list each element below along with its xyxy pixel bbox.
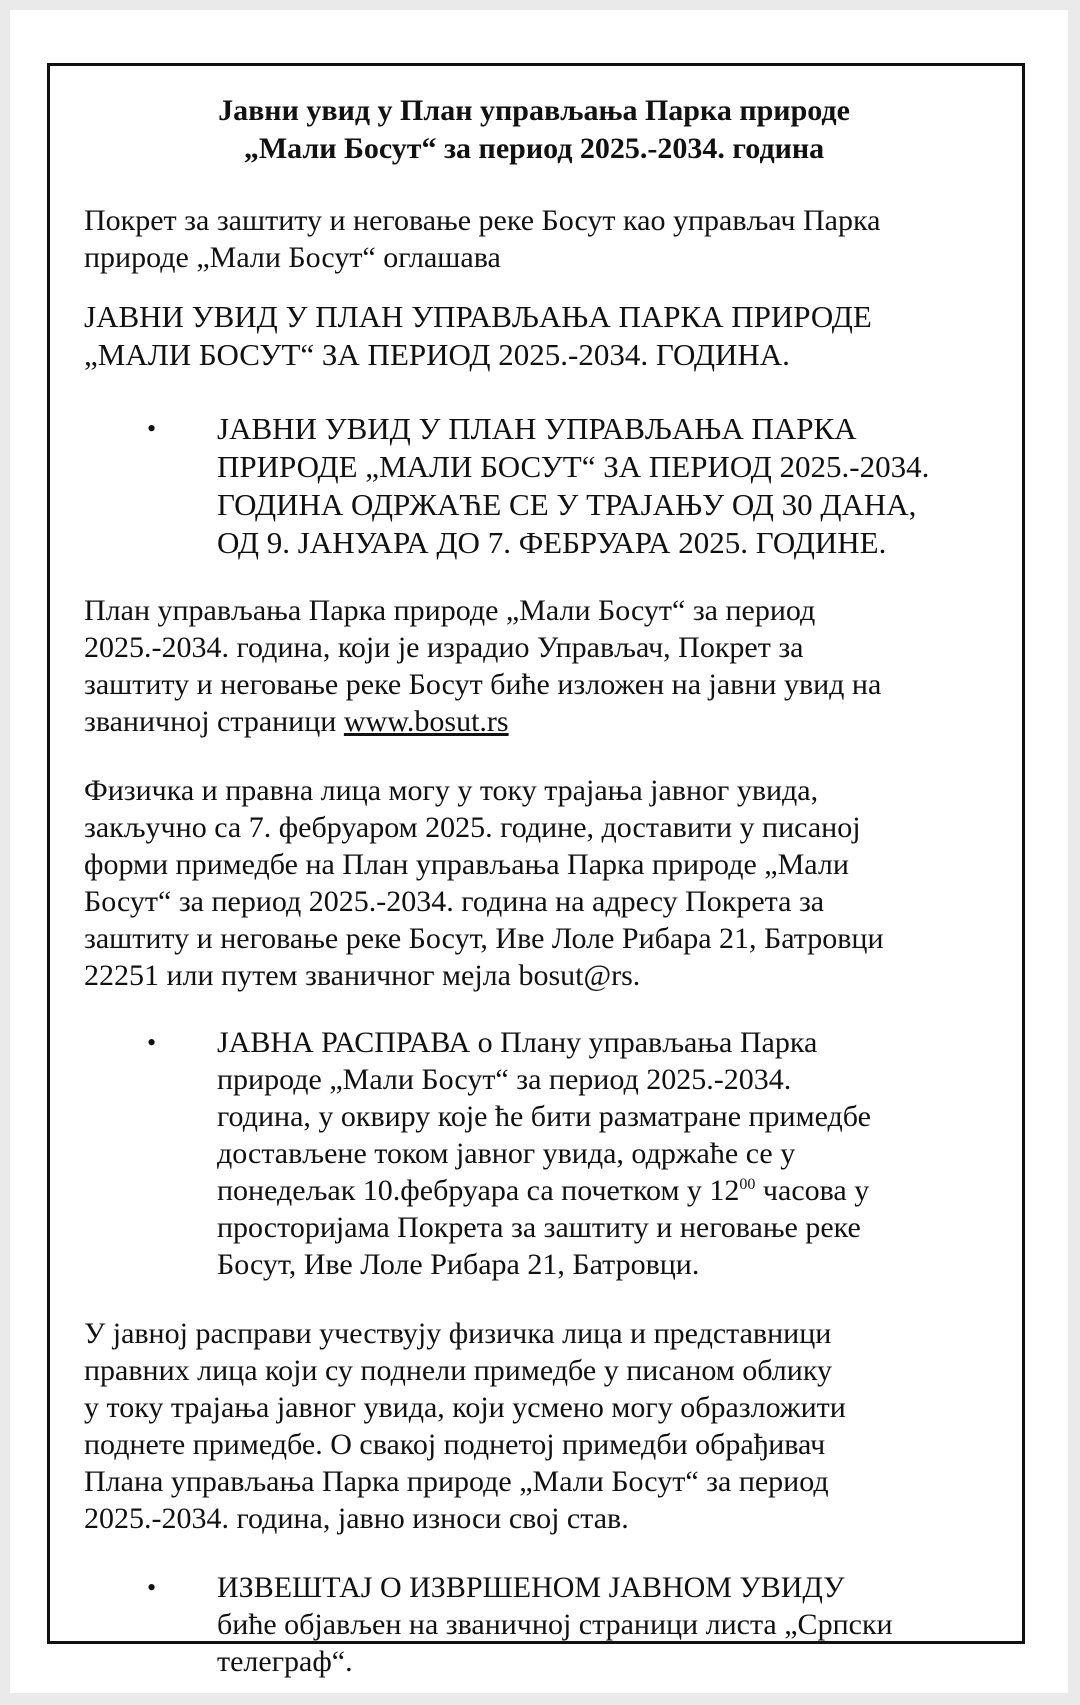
objections-paragraph [84, 772, 1014, 994]
bullet3-line-3: телеграф“. [217, 1645, 353, 1678]
hearing-time-suffix: часова у [755, 1174, 870, 1207]
hearing-time-minutes: 00 [739, 1176, 756, 1193]
bullet1-line-2: ПРИРОДЕ „МАЛИ БОСУТ“ ЗА ПЕРИОД 2025.-2034. [217, 449, 930, 484]
objections-line-6: 22251 или путем званичног мејла bosut@rs. [84, 959, 641, 992]
bullet-report [84, 1569, 997, 1680]
notice-title [84, 92, 1014, 168]
hearing-line-3: у току трајања јавног увида, који усмено могу образложити [84, 1391, 846, 1424]
bullet1-line-1: ЈАВНИ УВИД У ПЛАН УПРАВЉАЊА ПАРКА [217, 411, 857, 446]
plan-line-1: План управљања Парка природе „Мали Босут“ за период [84, 594, 816, 627]
bullet-dot: • [147, 414, 157, 443]
hearing-line-2: правних лица који су поднели примедбе у писаном облику [84, 1354, 832, 1387]
hearing-time-prefix: понедељак 10.фебруара са почетком у 12 [217, 1174, 740, 1207]
bullet1-line-3: ГОДИНА ОДРЖАЋЕ СЕ У ТРАЈАЊУ ОД 30 ДАНА, [217, 487, 917, 522]
plan-paragraph [84, 592, 1014, 740]
plan-line-3: заштиту и неговање реке Босут биће изложен на јавни увид на [84, 668, 882, 701]
title-line-1: Јавни увид у План управљања Парка природе [218, 94, 850, 127]
bullet2-line-7: Босут, Иве Лоле Рибара 21, Батровци. [217, 1248, 700, 1281]
bullet2-line-6: просторијама Покрета за заштиту и неговање реке [217, 1211, 861, 1244]
bullet2-line-2: природе „Мали Босут“ за период 2025.-2034. [217, 1063, 792, 1096]
bullet3-line-2: биће објављен на званичној страници листа „Српски [217, 1608, 893, 1641]
bullet-public-review [84, 410, 997, 562]
hearing-paragraph [84, 1315, 1014, 1537]
hearing-line-6: 2025.-2034. година, јавно износи свој став. [84, 1502, 629, 1535]
bullet2-line-1: ЈАВНА РАСПРАВА о Плану управљања Парка [217, 1026, 818, 1059]
announcement-line-1: ЈАВНИ УВИД У ПЛАН УПРАВЉАЊА ПАРКА ПРИРОДЕ [84, 299, 872, 334]
bullet-public-hearing [84, 1024, 997, 1283]
intro-line-1: Покрет за заштиту и неговање реке Босут као управљач Парка [84, 204, 881, 237]
announcement-heading [84, 298, 1014, 374]
notice-content [84, 88, 1014, 1680]
document-page [10, 10, 1068, 1693]
website-link[interactable]: www.bosut.rs [343, 705, 509, 738]
announcement-line-2: „МАЛИ БОСУТ“ ЗА ПЕРИОД 2025.-2034. ГОДИНА. [84, 337, 790, 372]
objections-line-5: заштиту и неговање реке Босут, Иве Лоле Рибара 21, Батровци [84, 922, 884, 955]
bullet-dot: • [147, 1028, 157, 1057]
bullet-dot: • [147, 1573, 157, 1602]
plan-line-4: званичној страници [84, 705, 337, 738]
plan-line-2: 2025.-2034. година, који је израдио Управљач, Покрет за [84, 631, 804, 664]
objections-line-3: форми примедбе на План управљања Парка природе „Мали [84, 848, 849, 881]
objections-line-4: Босут“ за период 2025.-2034. година на адресу Покрета за [84, 885, 825, 918]
intro-paragraph [84, 202, 1014, 276]
bullet2-line-5 [217, 1174, 869, 1207]
objections-line-1: Физичка и правна лица могу у току трајања јавног увида, [84, 774, 819, 807]
hearing-line-5: Плана управљања Парка природе „Мали Босут“ за период [84, 1465, 829, 1498]
intro-line-2: природе „Мали Босут“ оглашава [84, 241, 501, 274]
objections-line-2: закључно са 7. фебруаром 2025. године, доставити у писаној [84, 811, 861, 844]
title-line-2: „Мали Босут“ за период 2025.-2034. година [243, 132, 825, 165]
bullet2-line-4: достављене током јавног увида, одржаће се у [217, 1137, 796, 1170]
bullet2-line-3: година, у оквиру које ће бити разматране примедбе [217, 1100, 871, 1133]
hearing-line-4: поднете примедбе. О свакој поднетој примедби обрађивач [84, 1428, 826, 1461]
bullet1-line-4: ОД 9. ЈАНУАРА ДО 7. ФЕБРУАРА 2025. ГОДИНЕ. [217, 525, 887, 560]
hearing-line-1: У јавној расправи учествују физичка лица и представници [84, 1317, 832, 1350]
bullet3-line-1: ИЗВЕШТАЈ О ИЗВРШЕНОМ ЈАВНОМ УВИДУ [217, 1571, 845, 1604]
